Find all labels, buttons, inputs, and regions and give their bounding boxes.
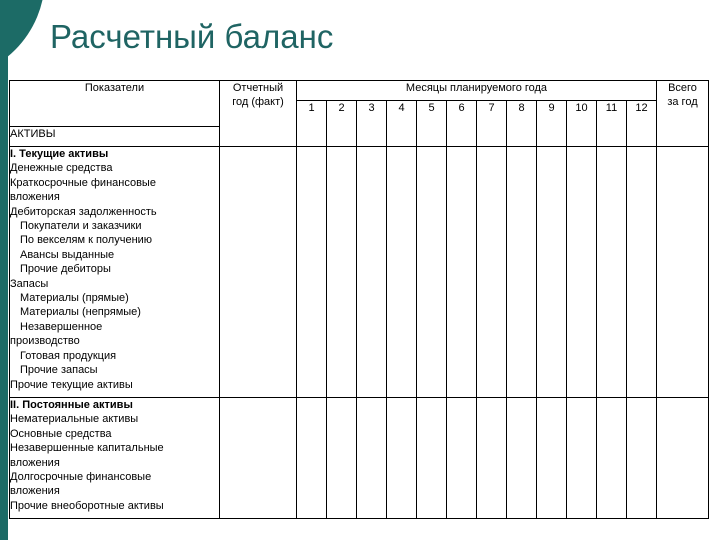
- current-assets-section: [10, 147, 220, 398]
- row-label: Готовая продукция: [20, 349, 117, 362]
- month-header-9: 9: [537, 101, 567, 147]
- row-label: вложения: [10, 191, 60, 204]
- cell: [507, 147, 537, 398]
- cell: [657, 147, 709, 398]
- month-header-8: 8: [507, 101, 537, 147]
- months-header: [297, 81, 657, 101]
- cell: [417, 147, 447, 398]
- total-line-1: Всего: [668, 82, 697, 94]
- month-header-5: 5: [417, 101, 447, 147]
- month-header-7: 7: [477, 101, 507, 147]
- cell: [417, 398, 447, 519]
- row-label: производство: [10, 335, 80, 348]
- row-label: Прочие дебиторы: [20, 263, 111, 276]
- row-label: Материалы (прямые): [20, 292, 129, 305]
- balance-table: [9, 80, 709, 519]
- row-label: Денежные средства: [10, 162, 113, 175]
- month-header-12: 12: [627, 101, 657, 147]
- cell: [567, 398, 597, 519]
- report-year-line-1: Отчетный: [232, 82, 284, 94]
- row-label: вложения: [10, 456, 60, 469]
- row-label: Краткосрочные финансовые: [10, 176, 156, 189]
- cell: [537, 398, 567, 519]
- assets-label: АКТИВЫ: [10, 127, 220, 147]
- cell: [477, 398, 507, 519]
- row-label: Основные средства: [10, 427, 112, 440]
- cell: [567, 147, 597, 398]
- indicators-header-label: Показатели: [84, 82, 145, 94]
- month-header-6: 6: [447, 101, 477, 147]
- months-header-label: Месяцы планируемого года: [405, 82, 548, 94]
- cell: [477, 147, 507, 398]
- row-label: Прочие запасы: [20, 364, 98, 377]
- cell: [220, 398, 297, 519]
- cell: [357, 147, 387, 398]
- month-header-3: 3: [357, 101, 387, 147]
- row-label: Незавершенное: [20, 320, 103, 333]
- cell: [297, 398, 327, 519]
- cell: [597, 398, 627, 519]
- row-label: вложения: [10, 485, 60, 498]
- row-label: Материалы (непрямые): [20, 306, 141, 319]
- cell: [627, 147, 657, 398]
- row-label: Прочие внеоборотные активы: [10, 499, 164, 512]
- cell: [327, 147, 357, 398]
- row-label: Дебиторская задолженность: [10, 205, 157, 218]
- total-header: [657, 81, 709, 147]
- cell: [627, 398, 657, 519]
- cell: [327, 398, 357, 519]
- report-year-header: [220, 81, 297, 147]
- section-title: II. Постоянные активы: [10, 399, 133, 411]
- row-label: Нематериальные активы: [10, 413, 139, 426]
- month-header-10: 10: [567, 101, 597, 147]
- total-line-2: за год: [667, 96, 698, 109]
- section-title: I. Текущие активы: [10, 148, 109, 160]
- row-label: Незавершенные капитальные: [10, 442, 164, 455]
- cell: [220, 147, 297, 398]
- month-header-11: 11: [597, 101, 627, 147]
- cell: [387, 147, 417, 398]
- cell: [447, 398, 477, 519]
- report-year-line-2: год (факт): [232, 96, 284, 109]
- row-label: Долгосрочные финансовые: [10, 471, 152, 484]
- row-label: По векселям к получению: [20, 234, 153, 247]
- month-header-2: 2: [327, 101, 357, 147]
- cell: [597, 147, 627, 398]
- month-header-1: 1: [297, 101, 327, 147]
- row-label: Прочие текущие активы: [10, 378, 133, 391]
- cell: [297, 147, 327, 398]
- slide-accent-band: [0, 0, 8, 540]
- month-header-4: 4: [387, 101, 417, 147]
- row-label: Авансы выданные: [20, 248, 115, 261]
- page-title: Расчетный баланс: [50, 18, 334, 55]
- cell: [357, 398, 387, 519]
- row-label: Запасы: [10, 277, 49, 290]
- cell: [537, 147, 567, 398]
- cell: [447, 147, 477, 398]
- indicators-header: [10, 81, 220, 127]
- row-label: Покупатели и заказчики: [20, 220, 142, 233]
- fixed-assets-section: [10, 398, 220, 519]
- cell: [507, 398, 537, 519]
- cell: [387, 398, 417, 519]
- cell: [657, 398, 709, 519]
